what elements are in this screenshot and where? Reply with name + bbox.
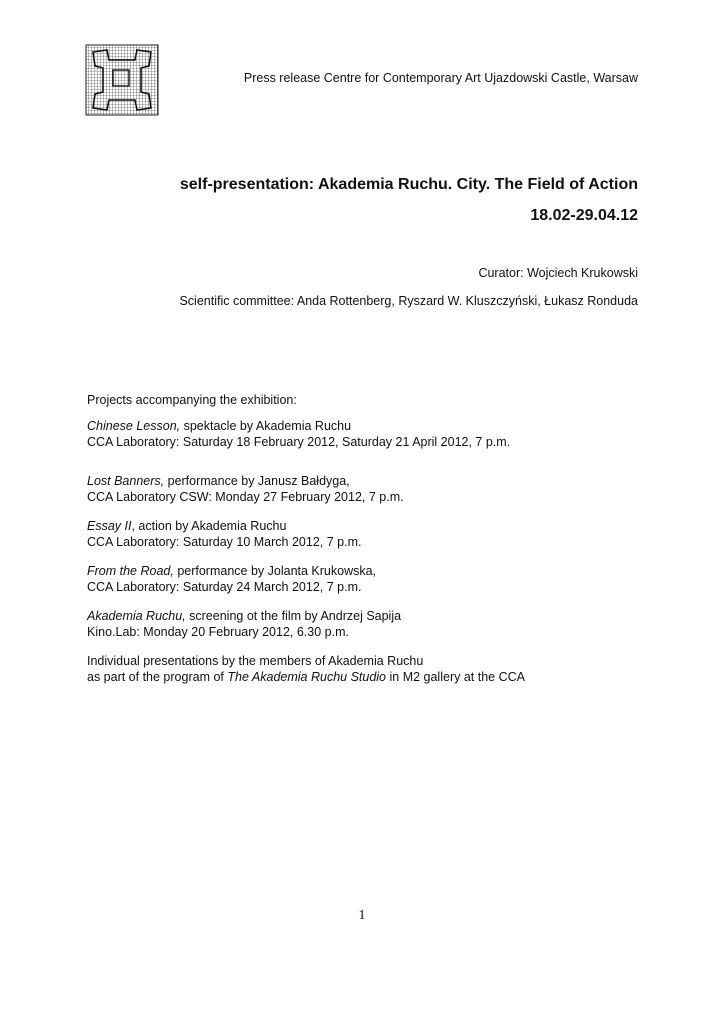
project-item: [87, 418, 647, 450]
ujazdowski-castle-grid-logo-icon: [85, 44, 159, 116]
project-item: [87, 518, 647, 550]
project-date: CCA Laboratory CSW: Monday 27 February 2012, 7 p.m.: [87, 490, 404, 504]
project-date: Kino.Lab: Monday 20 February 2012, 6.30 p.m.: [87, 625, 349, 639]
press-release-header: Press release Centre for Contemporary Art Ujazdowski Castle, Warsaw: [243, 71, 638, 85]
project-item: [87, 608, 647, 640]
individual-line-2-pre: as part of the program of: [87, 670, 228, 684]
individual-presentations: [87, 653, 647, 685]
project-description: , action by Akademia Ruchu: [131, 519, 287, 533]
studio-program-title: The Akademia Ruchu Studio: [227, 670, 387, 684]
projects-intro: Projects accompanying the exhibition:: [87, 393, 297, 407]
individual-line-2-post: in M2 gallery at the CCA: [386, 670, 525, 684]
project-title: Chinese Lesson,: [87, 419, 181, 433]
page-number: 1: [358, 908, 366, 923]
project-item: [87, 563, 647, 595]
individual-line-1: Individual presentations by the members of Akademia Ruchu: [87, 654, 424, 668]
project-title: From the Road,: [87, 564, 174, 578]
project-description: performance by Jolanta Krukowska,: [173, 564, 377, 578]
project-description: performance by Janusz Bałdyga,: [164, 474, 350, 488]
exhibition-dates: 18.02-29.04.12: [530, 207, 638, 224]
scientific-committee-line: Scientific committee: Anda Rottenberg, Ryszard W. Kluszczyński, Łukasz Ronduda: [179, 294, 638, 308]
project-description: screening ot the film by Andrzej Sapija: [185, 609, 402, 623]
project-date: CCA Laboratory: Saturday 24 March 2012, 7 p.m.: [87, 580, 362, 594]
project-title: Lost Banners,: [87, 474, 165, 488]
project-date: CCA Laboratory: Saturday 18 February 2012, Saturday 21 April 2012, 7 p.m.: [87, 435, 511, 449]
project-item: [87, 473, 647, 505]
projects-section: [87, 392, 647, 698]
project-description: spektacle by Akademia Ruchu: [180, 419, 352, 433]
project-title: Akademia Ruchu,: [87, 609, 186, 623]
exhibition-title: self-presentation: Akademia Ruchu. City. The Field of Action: [179, 176, 638, 193]
project-date: CCA Laboratory: Saturday 10 March 2012, 7 p.m.: [87, 535, 362, 549]
project-title: Essay II: [87, 519, 132, 533]
curator-line: Curator: Wojciech Krukowski: [478, 266, 638, 280]
